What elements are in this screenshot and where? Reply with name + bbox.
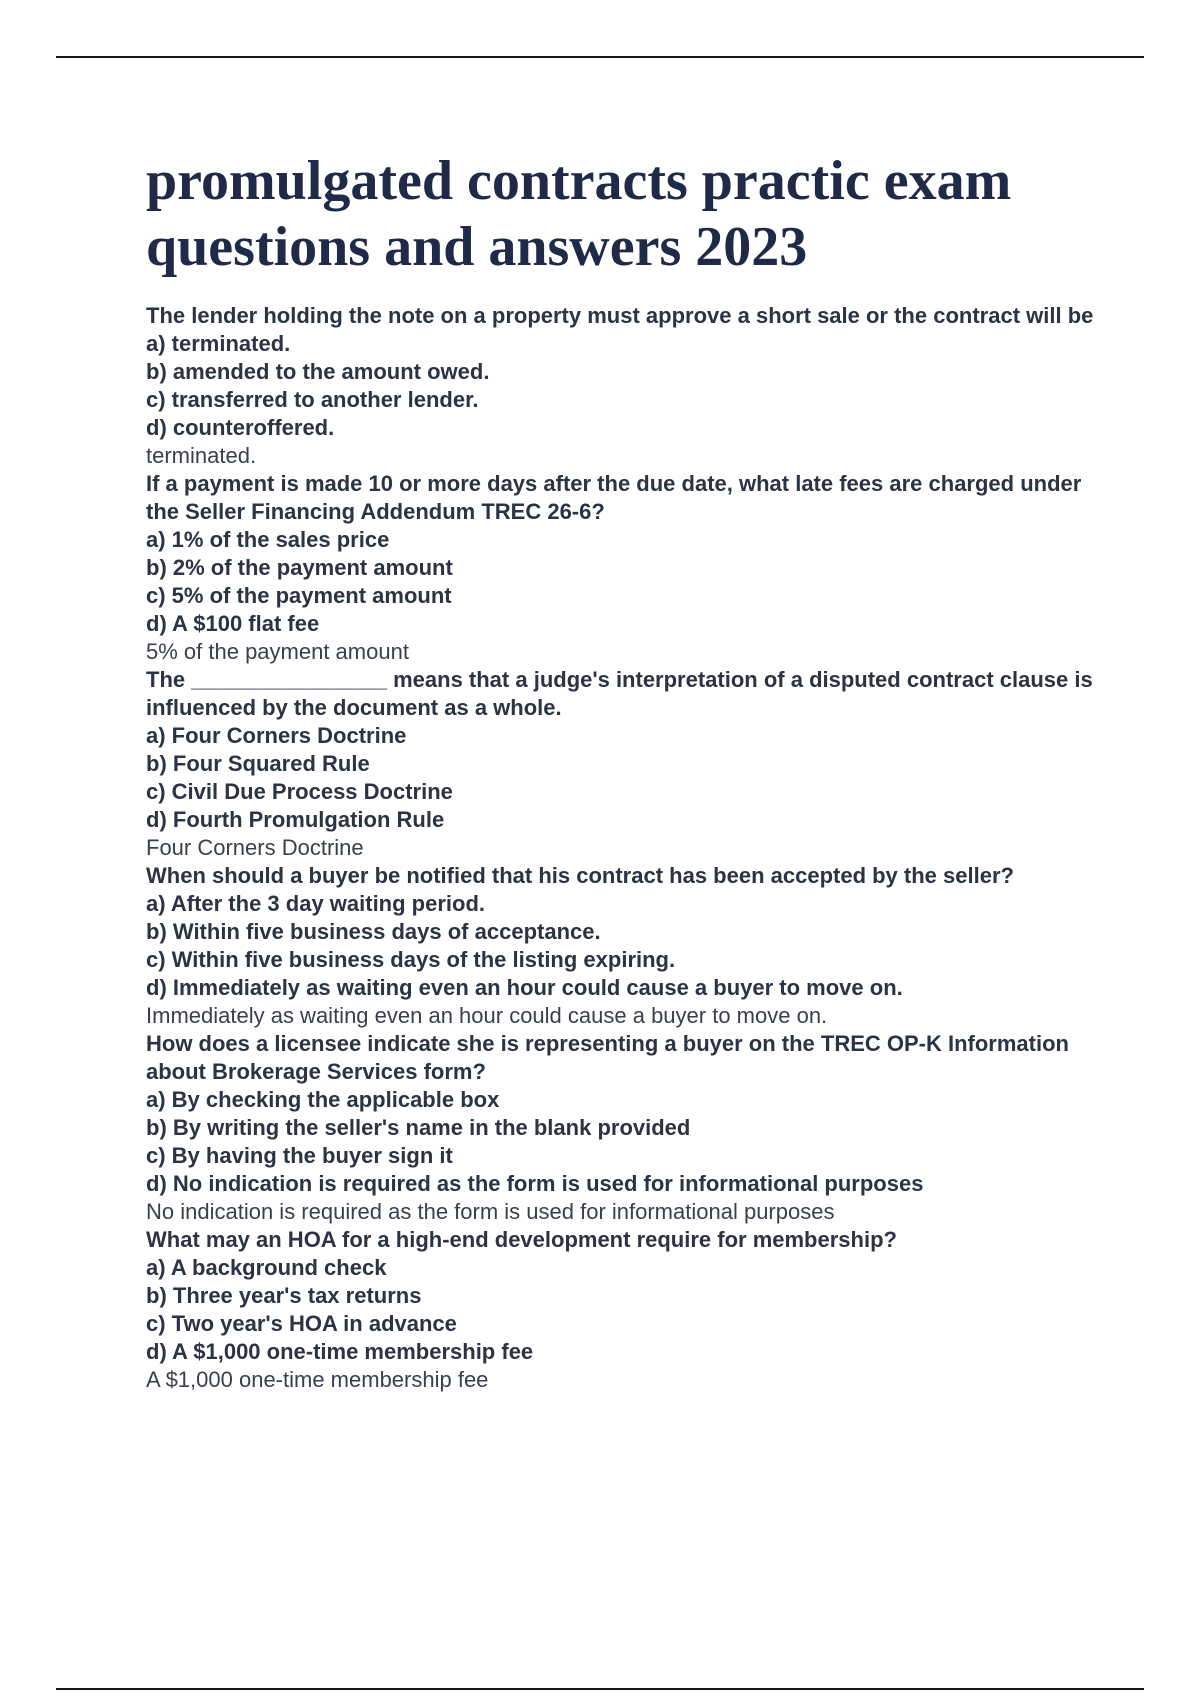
option-b: b) By writing the seller's name in the blank provided	[146, 1115, 691, 1140]
option-d: d) Fourth Promulgation Rule	[146, 807, 445, 832]
option-d: d) A $100 flat fee	[146, 611, 320, 636]
option-a: a) By checking the applicable box	[146, 1087, 500, 1112]
option-c: c) Within five business days of the listing expiring.	[146, 947, 676, 972]
answer-text: Four Corners Doctrine	[146, 835, 364, 860]
option-c: c) Civil Due Process Doctrine	[146, 779, 453, 804]
option-c: c) 5% of the payment amount	[146, 583, 452, 608]
option-b: b) Within five business days of acceptance.	[146, 919, 601, 944]
option-d: d) A $1,000 one-time membership fee	[146, 1339, 534, 1364]
question-list	[146, 302, 1106, 1394]
option-d: d) Immediately as waiting even an hour could cause a buyer to move on.	[146, 975, 903, 1000]
option-d: d) counteroffered.	[146, 415, 335, 440]
option-b: b) 2% of the payment amount	[146, 555, 453, 580]
bottom-rule	[56, 1688, 1144, 1690]
option-a: a) A background check	[146, 1255, 387, 1280]
question-text: What may an HOA for a high-end development require for membership?	[146, 1227, 897, 1252]
option-b: b) amended to the amount owed.	[146, 359, 490, 384]
option-a: a) 1% of the sales price	[146, 527, 390, 552]
question-text: If a payment is made 10 or more days after the due date, what late fees are charged under the Seller Financing Addendum TREC 26-6?	[146, 471, 1082, 524]
answer-text: terminated.	[146, 443, 257, 468]
answer-text: A $1,000 one-time membership fee	[146, 1367, 489, 1392]
question-block	[146, 862, 1106, 1030]
question-block	[146, 666, 1106, 862]
option-a: a) After the 3 day waiting period.	[146, 891, 486, 916]
question-block	[146, 302, 1106, 470]
document-title: promulgated contracts practic exam questions and answers 2023	[146, 150, 1012, 278]
answer-text: No indication is required as the form is used for informational purposes	[146, 1199, 835, 1224]
option-b: b) Three year's tax returns	[146, 1283, 422, 1308]
option-a: a) Four Corners Doctrine	[146, 723, 407, 748]
answer-text: 5% of the payment amount	[146, 639, 409, 664]
answer-text: Immediately as waiting even an hour could cause a buyer to move on.	[146, 1003, 828, 1028]
question-block	[146, 1226, 1106, 1394]
question-block	[146, 470, 1106, 666]
option-a: a) terminated.	[146, 331, 291, 356]
option-c: c) Two year's HOA in advance	[146, 1311, 457, 1336]
top-rule	[56, 56, 1144, 58]
option-b: b) Four Squared Rule	[146, 751, 370, 776]
question-text: How does a licensee indicate she is representing a buyer on the TREC OP-K Information about Brokerage Services form?	[146, 1031, 1069, 1084]
question-text: When should a buyer be notified that his contract has been accepted by the seller?	[146, 863, 1014, 888]
question-text: The lender holding the note on a property must approve a short sale or the contract will be	[146, 303, 1094, 328]
option-c: c) By having the buyer sign it	[146, 1143, 453, 1168]
option-d: d) No indication is required as the form is used for informational purposes	[146, 1171, 924, 1196]
question-block	[146, 1030, 1106, 1226]
option-c: c) transferred to another lender.	[146, 387, 479, 412]
question-text: The ________________ means that a judge's interpretation of a disputed contract clause is influenced by the document as a whole.	[146, 667, 1093, 720]
